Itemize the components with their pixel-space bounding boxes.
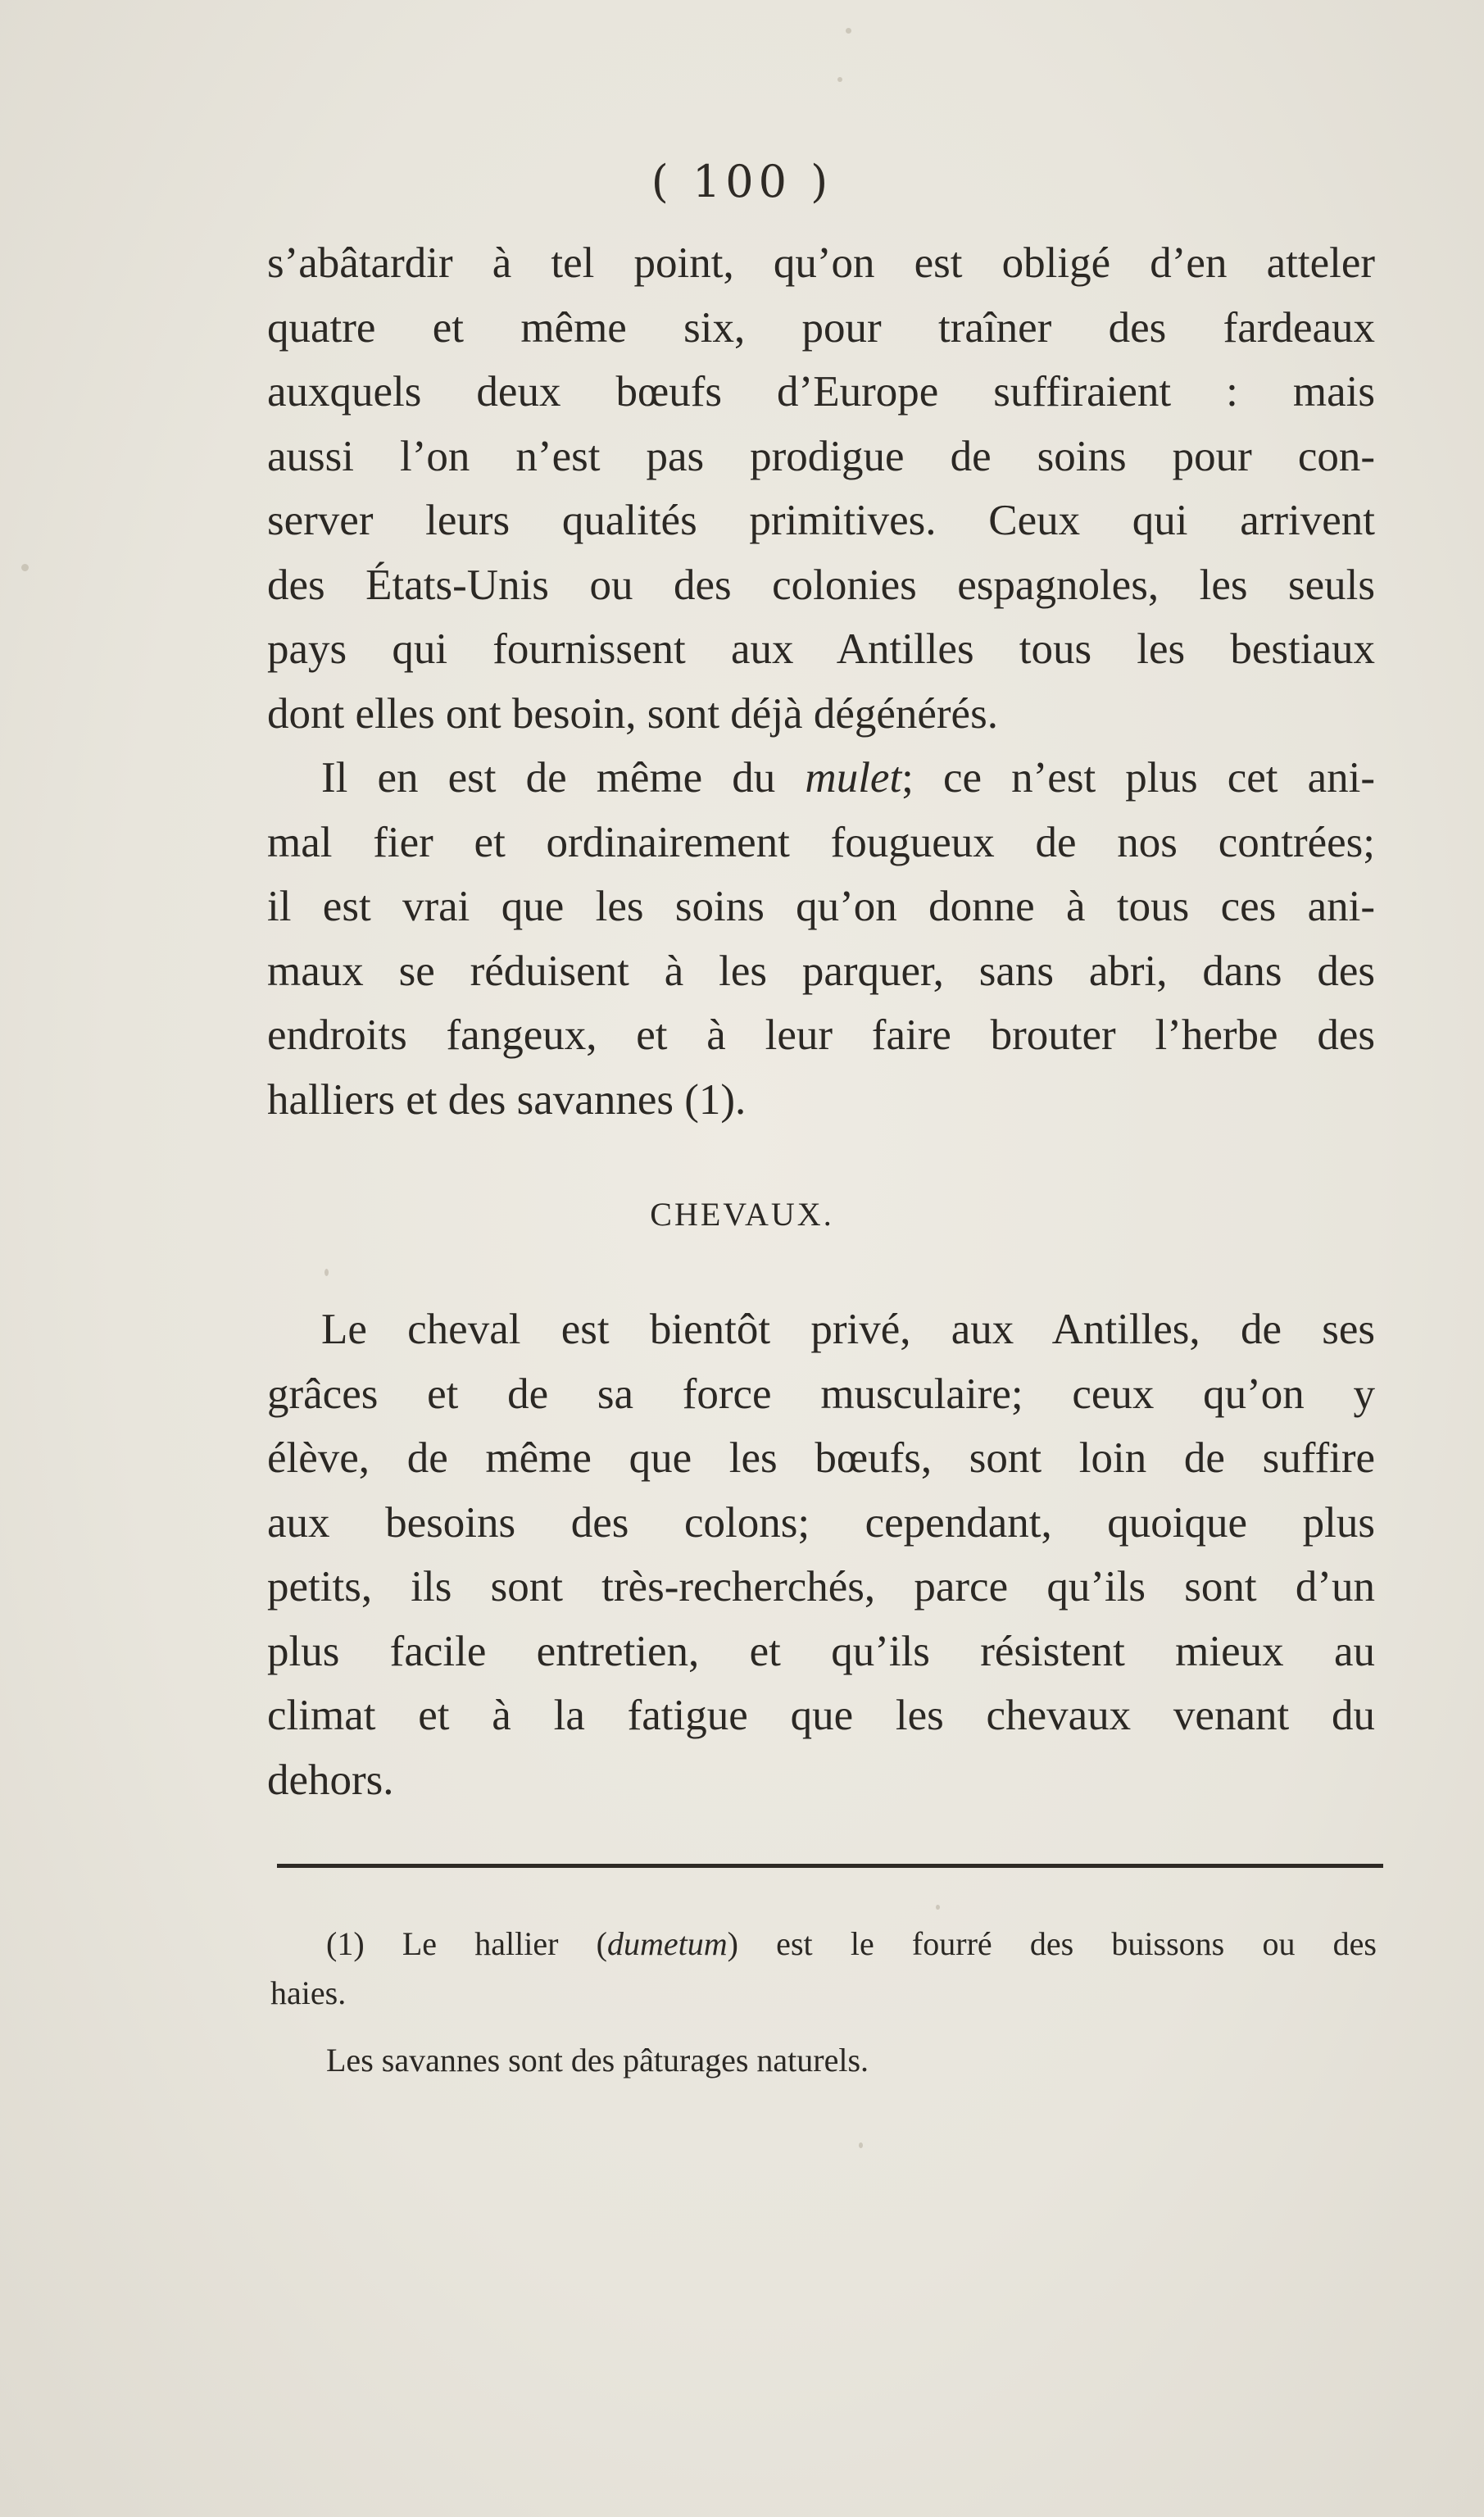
text-segment: ; ce n’est plus cet ani- [901, 754, 1376, 802]
text-line: dehors. [267, 1756, 394, 1804]
text-segment: ) est le fourré des buissons ou des [727, 1925, 1377, 1962]
text-line: Le cheval est bientôt privé, aux Antilles, de ses [321, 1306, 1375, 1353]
text-line: halliers et des savannes (1). [267, 1075, 747, 1124]
footnotes [270, 1920, 1377, 2085]
paragraph-cattle [267, 231, 1375, 746]
page-number: ( 100 ) [651, 156, 833, 207]
text-line: endroits fangeux, et à leur faire brouter l’herbe des [267, 1011, 1375, 1059]
paper-speck [859, 2142, 863, 2148]
paper-speck [21, 564, 29, 571]
text-line: mal fier et ordinairement fougueux de nos contrées; [267, 818, 1375, 866]
footnote-divider [277, 1864, 1383, 1868]
text-line: maux se réduisent à les parquer, sans abri, dans des [267, 947, 1375, 995]
italic-term-dumetum: dumetum [607, 1925, 728, 1962]
footnote-line [270, 1920, 1377, 1969]
paragraph-mule [267, 746, 1375, 1132]
text-line [267, 746, 1375, 811]
text-line: aux besoins des colons; cependant, quoique plus [267, 1498, 1375, 1547]
paper-speck [324, 1269, 329, 1276]
text-line: élève, de même que les bœufs, sont loin de suffire [267, 1434, 1375, 1482]
text-line: aussi l’on n’est pas prodigue de soins pour con- [267, 432, 1375, 480]
text-line: dont elles ont besoin, sont déjà dégénérés. [267, 689, 998, 738]
text-line: des États-Unis ou des colonies espagnoles, les seuls [267, 561, 1375, 609]
section-heading: CHEVAUX. [650, 1196, 834, 1233]
paper-speck [936, 1905, 940, 1910]
text-line: quatre et même six, pour traîner des fardeaux [267, 303, 1375, 352]
text-line: grâces et de sa force musculaire; ceux qu’on y [267, 1370, 1375, 1418]
paper-speck [837, 77, 842, 82]
text-line: climat et à la fatigue que les chevaux venant du [267, 1692, 1375, 1739]
text-segment: Il en est de même du [321, 754, 806, 802]
text-line: petits, ils sont très-recherchés, parce qu’ils sont d’un [267, 1563, 1375, 1611]
text-line: il est vrai que les soins qu’on donne à tous ces ani- [267, 883, 1375, 930]
paper-speck [846, 28, 851, 34]
text-line: server leurs qualités primitives. Ceux qui arrivent [267, 497, 1375, 544]
footnote-line: Les savannes sont des pâturages naturels. [326, 2042, 869, 2079]
text-segment: (1) Le hallier ( [326, 1925, 607, 1962]
text-line: pays qui fournissent aux Antilles tous les bestiaux [267, 625, 1375, 673]
text-line: s’abâtardir à tel point, qu’on est obligé d’en atteler [267, 239, 1375, 287]
text-line: auxquels deux bœufs d’Europe suffiraient : mais [267, 368, 1375, 416]
paragraph-horses [267, 1297, 1375, 1812]
text-line: plus facile entretien, et qu’ils résistent mieux au [267, 1627, 1375, 1675]
footnote-line: haies. [270, 1974, 347, 2011]
italic-term-mulet: mulet [805, 754, 902, 802]
